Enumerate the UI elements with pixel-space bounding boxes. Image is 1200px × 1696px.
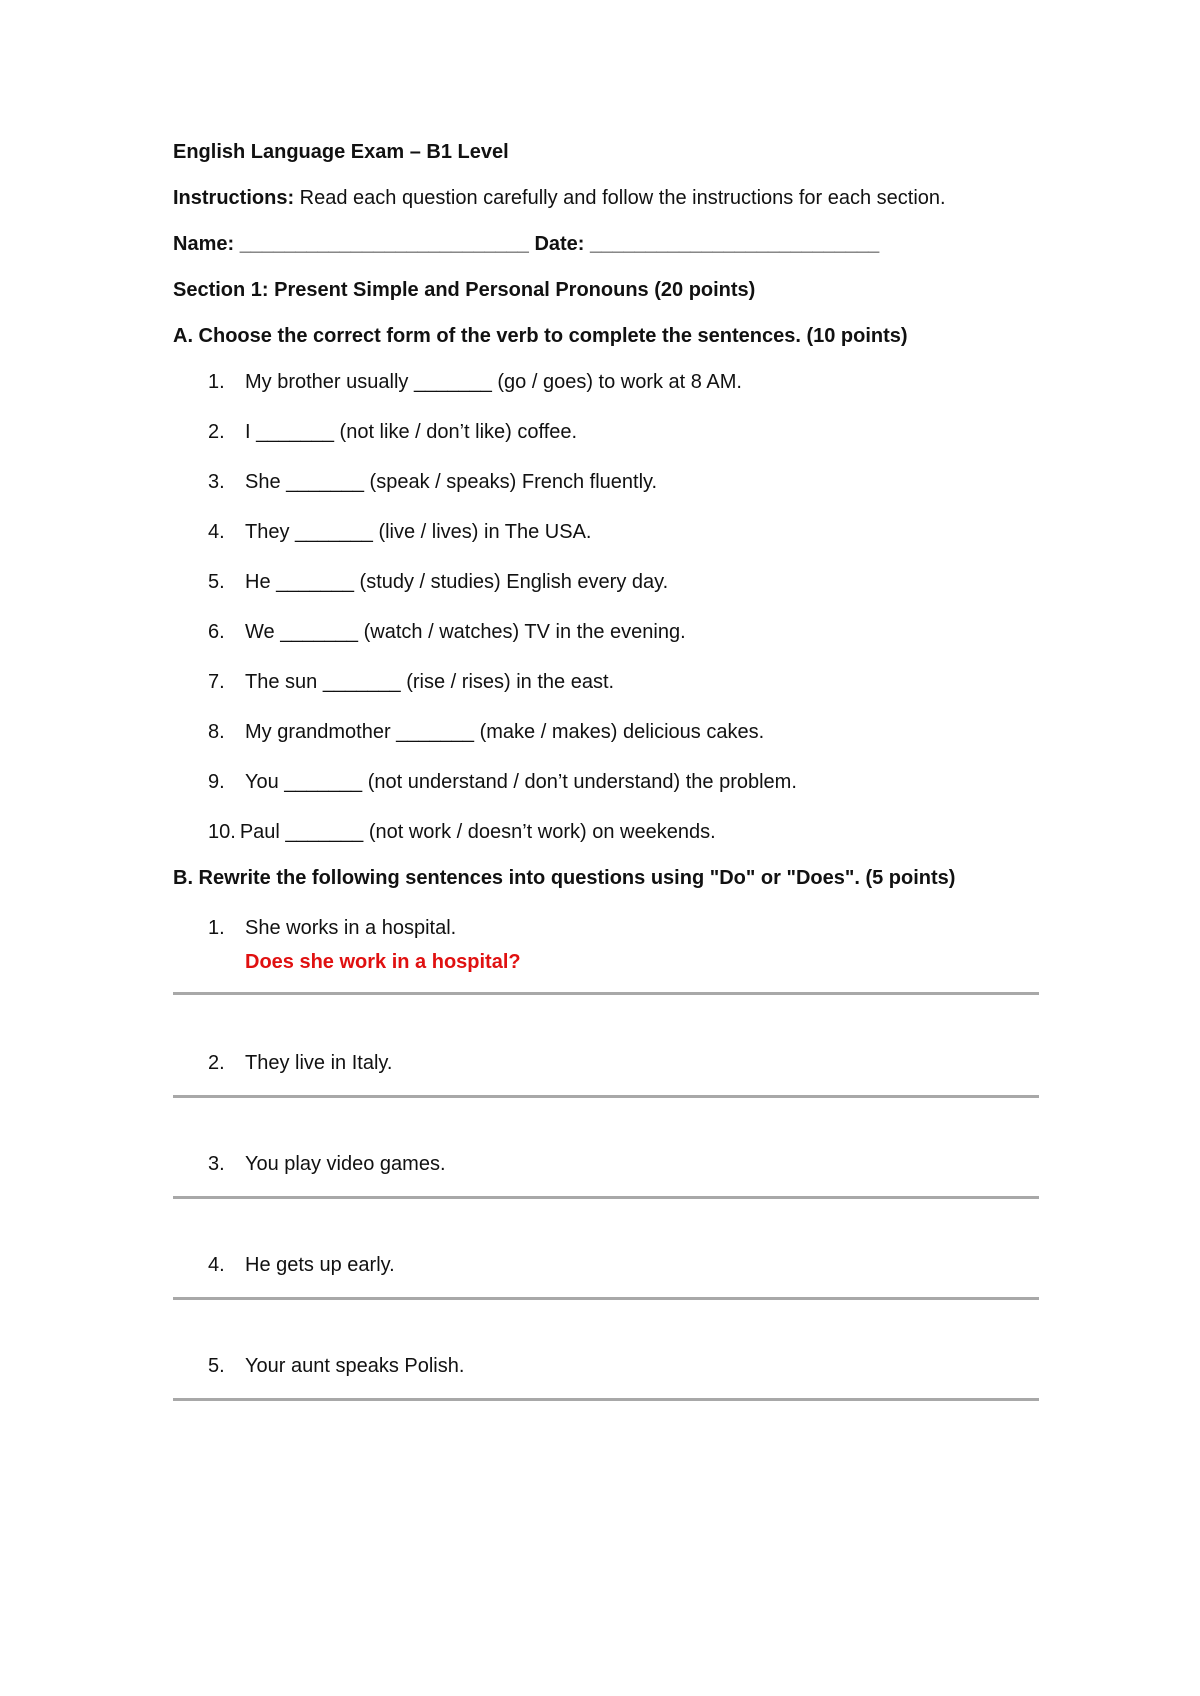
name-date-line bbox=[173, 232, 1043, 256]
item-number: 6. bbox=[208, 621, 225, 643]
item-number: 4. bbox=[208, 521, 225, 543]
item-number: 3. bbox=[208, 471, 225, 493]
item-text: Your aunt speaks Polish. bbox=[245, 1355, 465, 1377]
item-text[interactable]: She _______ (speak / speaks) French fluently. bbox=[245, 471, 658, 493]
item-text[interactable]: My grandmother _______ (make / makes) delicious cakes. bbox=[245, 721, 765, 743]
part-b-heading: B. Rewrite the following sentences into questions using "Do" or "Does". (5 points) bbox=[173, 867, 956, 889]
list-item bbox=[173, 520, 1043, 544]
item-number: 9. bbox=[208, 771, 225, 793]
part-a-list bbox=[173, 370, 1043, 844]
item-number: 10. bbox=[208, 821, 236, 843]
list-item bbox=[173, 620, 1043, 644]
item-text: He gets up early. bbox=[245, 1254, 395, 1276]
section-1-title: Section 1: Present Simple and Personal Pronouns (20 points) bbox=[173, 279, 756, 301]
list-item bbox=[173, 820, 1043, 844]
item-number: 5. bbox=[208, 1355, 225, 1377]
item-number: 3. bbox=[208, 1153, 225, 1175]
name-blank[interactable]: __________________________ bbox=[234, 233, 535, 255]
item-number: 1. bbox=[208, 371, 225, 393]
date-blank[interactable]: __________________________ bbox=[584, 233, 880, 255]
item-text: They live in Italy. bbox=[245, 1052, 393, 1074]
item-text[interactable]: They _______ (live / lives) in The USA. bbox=[245, 521, 592, 543]
list-item bbox=[173, 1152, 1043, 1176]
instructions bbox=[173, 186, 1043, 210]
list-item bbox=[173, 670, 1043, 694]
list-item bbox=[173, 1253, 1043, 1277]
item-text[interactable]: I _______ (not like / don’t like) coffee. bbox=[245, 421, 578, 443]
item-number: 2. bbox=[208, 421, 225, 443]
answer-line[interactable] bbox=[173, 1196, 1039, 1199]
item-text[interactable]: The sun _______ (rise / rises) in the east. bbox=[245, 671, 615, 693]
item-number: 5. bbox=[208, 571, 225, 593]
answer-line[interactable] bbox=[173, 1095, 1039, 1098]
list-item bbox=[173, 770, 1043, 794]
item-text[interactable]: You _______ (not understand / don’t understand) the problem. bbox=[245, 771, 797, 793]
item-text: You play video games. bbox=[245, 1153, 446, 1175]
item-number: 7. bbox=[208, 671, 225, 693]
item-text[interactable]: He _______ (study / studies) English every day. bbox=[245, 571, 669, 593]
list-item bbox=[173, 370, 1043, 394]
answer-text[interactable]: Does she work in a hospital? bbox=[245, 951, 521, 973]
list-item bbox=[173, 916, 1043, 974]
part-a-heading: A. Choose the correct form of the verb to complete the sentences. (10 points) bbox=[173, 325, 908, 347]
instructions-label: Instructions: bbox=[173, 187, 295, 209]
exam-title: English Language Exam – B1 Level bbox=[173, 141, 509, 163]
list-item bbox=[173, 1354, 1043, 1378]
item-number: 4. bbox=[208, 1254, 225, 1276]
item-number: 1. bbox=[208, 917, 225, 939]
item-text[interactable]: Paul _______ (not work / doesn’t work) on weekends. bbox=[239, 821, 716, 843]
list-item bbox=[173, 570, 1043, 594]
item-number: 2. bbox=[208, 1052, 225, 1074]
exam-page bbox=[173, 140, 1043, 1401]
name-label: Name: bbox=[173, 233, 235, 255]
list-item bbox=[173, 470, 1043, 494]
answer-line[interactable] bbox=[173, 1297, 1039, 1300]
answer-line[interactable] bbox=[173, 1398, 1039, 1401]
item-text[interactable]: My brother usually _______ (go / goes) to work at 8 AM. bbox=[245, 371, 742, 393]
item-number: 8. bbox=[208, 721, 225, 743]
list-item bbox=[173, 720, 1043, 744]
date-label: Date: bbox=[534, 233, 585, 255]
answer-line[interactable] bbox=[173, 992, 1039, 995]
item-text: She works in a hospital. bbox=[245, 917, 457, 939]
item-text[interactable]: We _______ (watch / watches) TV in the evening. bbox=[245, 621, 686, 643]
list-item bbox=[173, 420, 1043, 444]
list-item bbox=[173, 1051, 1043, 1075]
instructions-text: Read each question carefully and follow the instructions for each section. bbox=[294, 187, 946, 209]
